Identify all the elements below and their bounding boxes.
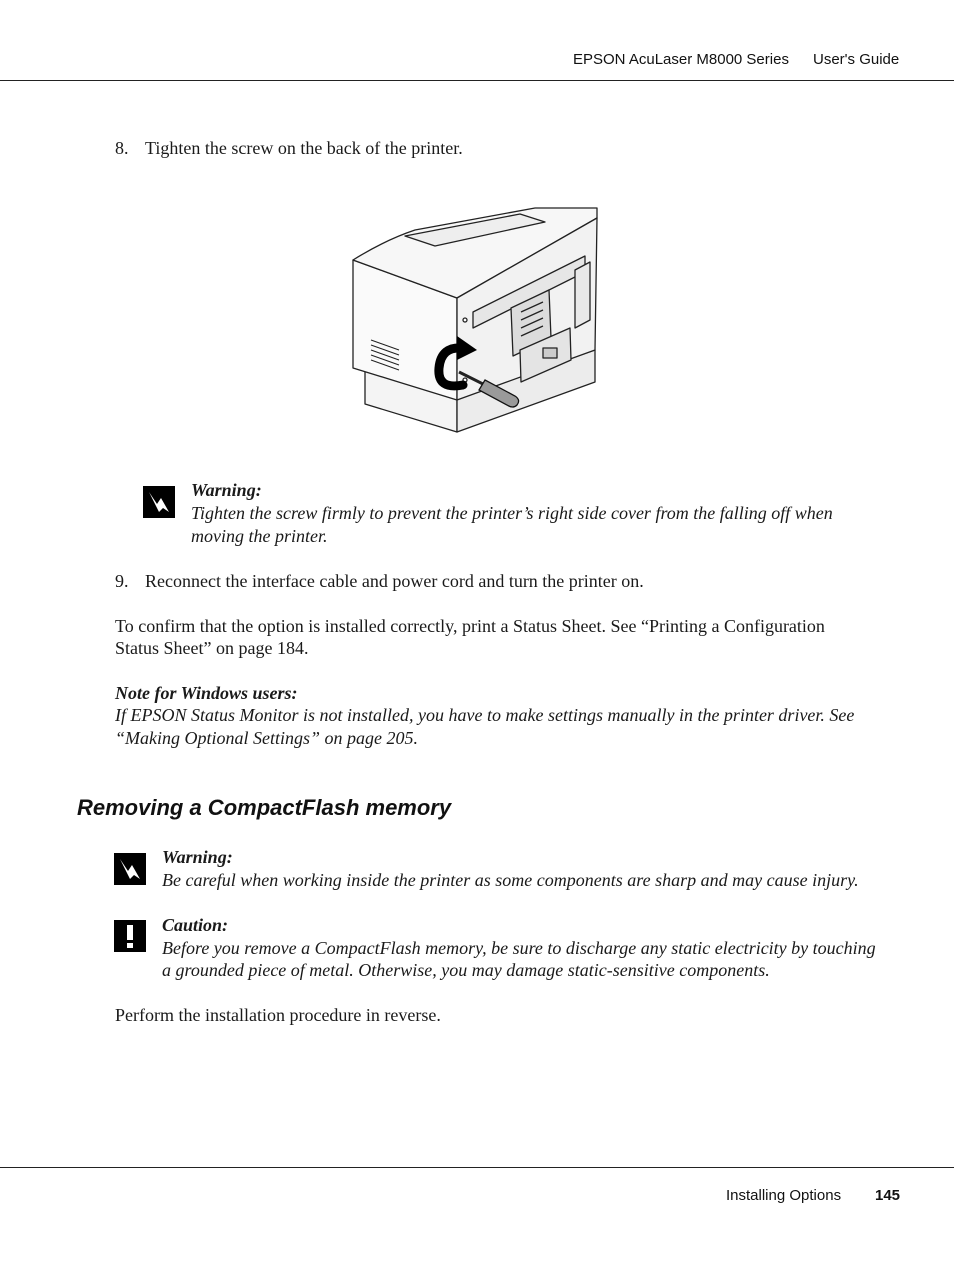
warning-2-title: Warning: xyxy=(162,847,233,867)
header-rule xyxy=(0,80,954,81)
warning-icon xyxy=(143,486,175,518)
note-title: Note for Windows users: xyxy=(115,683,298,703)
caution-icon xyxy=(114,920,146,952)
warning-1-title: Warning: xyxy=(191,480,262,500)
note-line-2: “Making Optional Settings” on page 205. xyxy=(115,728,418,748)
step-9-number: 9. xyxy=(115,571,129,591)
warning-icon xyxy=(114,853,146,885)
warning-2-line-1: Be careful when working inside the printer as some components are sharp and may cause injury. xyxy=(162,870,859,890)
section-heading: Removing a CompactFlash memory xyxy=(77,795,452,820)
caution-line-1: Before you remove a CompactFlash memory, be sure to discharge any static electricity by touching xyxy=(162,938,876,958)
step-9-text: Reconnect the interface cable and power cord and turn the printer on. xyxy=(145,571,644,591)
step-8-text: Tighten the screw on the back of the printer. xyxy=(145,138,463,158)
header-guide: User's Guide xyxy=(813,51,900,68)
closing-text: Perform the installation procedure in reverse. xyxy=(115,1005,441,1025)
caution-line-2: a grounded piece of metal. Otherwise, you may damage static-sensitive components. xyxy=(162,960,770,980)
note-line-1: If EPSON Status Monitor is not installed, you have to make settings manually in the printer driver. See xyxy=(115,705,855,725)
footer-rule xyxy=(0,1167,954,1168)
confirm-line-1: To confirm that the option is installed correctly, print a Status Sheet. See “Printing a Configuration xyxy=(115,616,825,636)
footer-section: Installing Options xyxy=(726,1187,842,1204)
printer-illustration xyxy=(345,200,605,440)
header-product: EPSON AcuLaser M8000 Series xyxy=(573,51,789,68)
warning-1-line-1: Tighten the screw firmly to prevent the printer’s right side cover from the falling off when xyxy=(191,503,833,523)
step-8-number: 8. xyxy=(115,138,129,158)
confirm-line-2: Status Sheet” on page 184. xyxy=(115,638,309,658)
caution-title: Caution: xyxy=(162,915,229,935)
page-number: 145 xyxy=(875,1187,901,1204)
warning-1-line-2: moving the printer. xyxy=(191,526,328,546)
